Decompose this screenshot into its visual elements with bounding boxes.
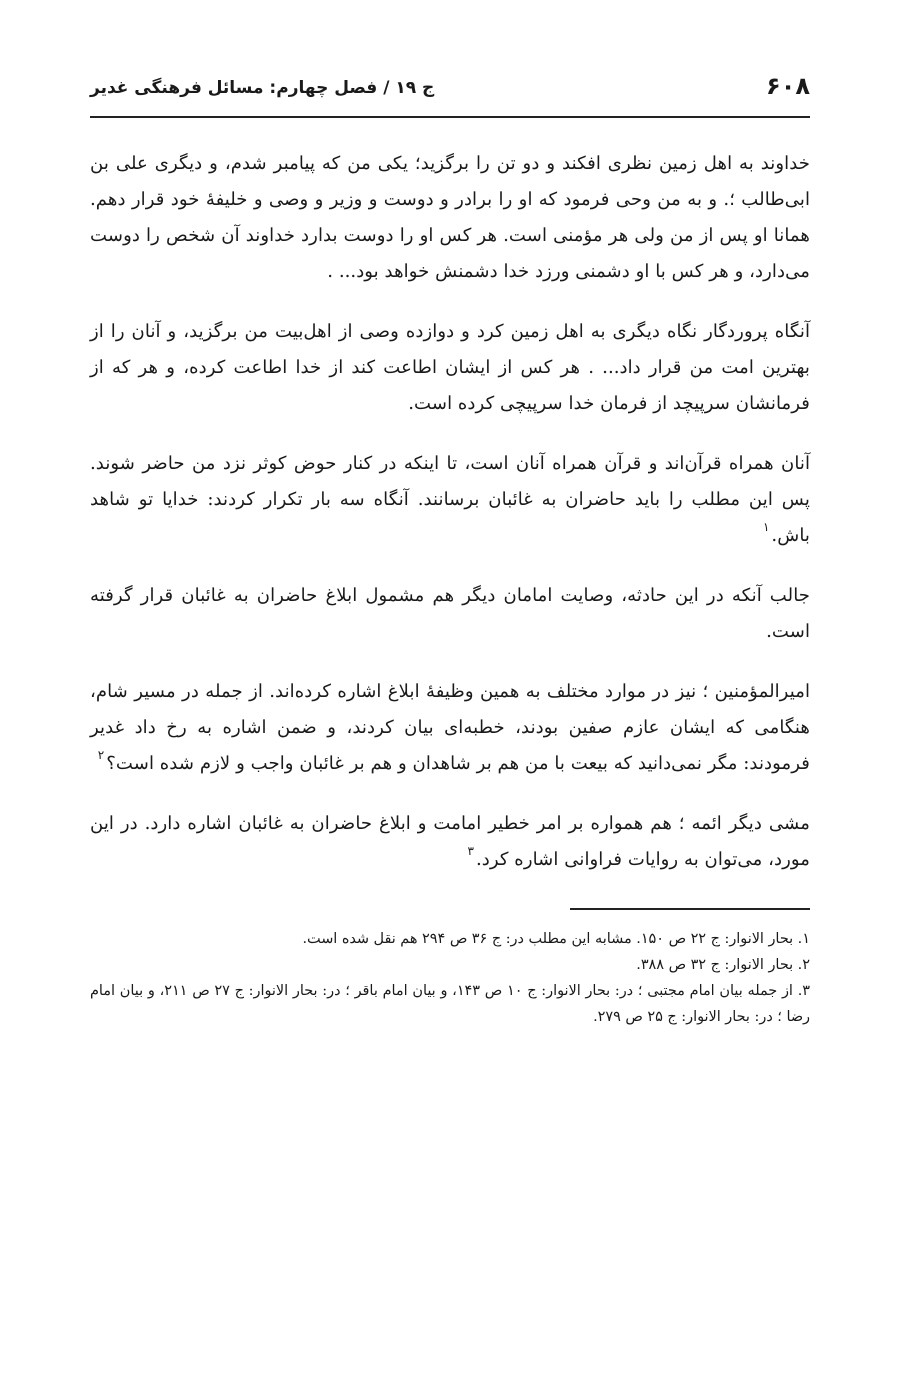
book-page (90, 60, 810, 1360)
paragraph-text: جالب آنکه در این حادثه، وصایت امامان دیگر هم مشمول ابلاغ حاضران به غائبان قرار گرفته است. (90, 585, 810, 642)
paragraph-text: خداوند به اهل زمین نظری افکند و دو تن را برگزید؛ یکی من که پیامبر شدم، و دیگری علی بن ابی‌طالب ؛. و به من وحی فرمود که او را برادر و دوست و وزیر و وصی و خلیفهٔ خود قرار دهم. همانا او پس از من ولی هر مؤمنی است. هر کس او را دوست بدارد خداوند آن شخص را دوست می‌دارد، و هر کس با او دشمنی ورزد خدا دشمنش خواهد بود... . (90, 153, 810, 282)
paragraph-text: آنان همراه قرآن‌اند و قرآن همراه آنان است، تا اینکه در کنار حوض کوثر نزد من حاضر شوند. پس این مطلب را باید حاضران به غائبان برسانند. آنگاه سه بار تکرار کردند: خدایا تو شاهد باش. (90, 453, 810, 546)
footnote-ref: ۱ (762, 520, 770, 534)
footnote-ref: ۲ (97, 748, 105, 762)
footnote: ۳. از جمله بیان امام مجتبی ؛ در: بحار الانوار: ج ۱۰ ص ۱۴۳، و بیان امام باقر ؛ در: بحار الانوار: ج ۲۷ ص ۲۱۱، و بیان امام رضا ؛ در: بحار الانوار: ج ۲۵ ص ۲۷۹. (90, 983, 811, 1025)
paragraph (90, 806, 810, 878)
paragraph-text: امیرالمؤمنین ؛ نیز در موارد مختلف به همین وظیفهٔ ابلاغ اشاره کرده‌اند. از جمله در مسیر شام، هنگامی که ایشان عازم صفین بودند، خطبه‌ای بیان کردند، و ضمن اشاره به رخ داد غدیر فرمودند: مگر نمی‌دانید که بیعت با من هم بر شاهدان و هم بر غائبان واجب و لازم شده است؟ (90, 681, 810, 774)
footnote: ۱. بحار الانوار: ج ۲۲ ص ۱۵۰. مشابه این مطلب در: ج ۳۶ ص ۲۹۴ هم نقل شده است. (302, 931, 810, 947)
footnotes (90, 926, 810, 1030)
footnote-divider (570, 908, 810, 910)
paragraph-text: مشی دیگر ائمه ؛ هم همواره بر امر خطیر امامت و ابلاغ حاضران به غائبان اشاره دارد. در این مورد، می‌توان به روایات فراوانی اشاره کرد. (90, 813, 810, 870)
paragraph (90, 146, 810, 290)
page-header (90, 60, 810, 118)
paragraph-text: آنگاه پروردگار نگاه دیگری به اهل زمین کرد و دوازده وصی از اهل‌بیت من برگزید، و آنان را از بهترین امت من قرار داد... . هر کس از ایشان اطاعت کند از خدا اطاعت کرده، و هر که از فرمانشان سرپیچد از فرمان خدا سرپیچی کرده است. (90, 321, 810, 414)
footnote: ۲. بحار الانوار: ج ۳۲ ص ۳۸۸. (636, 957, 810, 973)
body-text (90, 146, 810, 878)
page-number: ۶۰۸ (766, 72, 810, 100)
paragraph (90, 314, 810, 422)
paragraph (90, 674, 810, 782)
paragraph (90, 578, 810, 650)
footnote-ref: ۳ (467, 844, 474, 858)
running-head: ج ۱۹ / فصل چهارم: مسائل فرهنگی غدیر (90, 78, 435, 98)
paragraph (90, 446, 810, 554)
